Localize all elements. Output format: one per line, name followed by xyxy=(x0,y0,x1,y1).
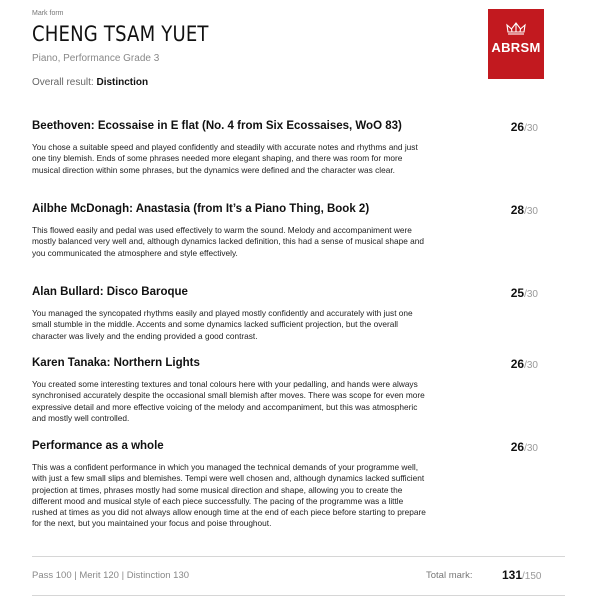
mark-form-header xyxy=(32,10,562,100)
piece-out-of: /30 xyxy=(524,289,538,300)
piece-title: Ailbhe McDonagh: Anastasia (from It’s a Piano Thing, Book 2) xyxy=(32,203,370,215)
total-mark-label: Total mark: xyxy=(426,570,473,581)
logo-text: ABRSM xyxy=(491,40,541,55)
piece-mark xyxy=(511,357,538,371)
performance-out-of: /30 xyxy=(524,443,538,454)
piece-out-of: /30 xyxy=(524,360,538,371)
performance-title: Performance as a whole xyxy=(32,440,164,452)
overall-result xyxy=(32,77,148,88)
piece-out-of: /30 xyxy=(524,123,538,134)
piece-comment: This flowed easily and pedal was used effectively to warm the sound. Melody and accompaniment were mostly balanced very well and, although dynamics lacked definition, this had a sense of musical shape and you communicated the atmosphere and style effectively. xyxy=(32,225,425,258)
piece-comment: You managed the syncopated rhythms easily and played mostly confidently and accurately with just one small stumble in the middle. Accents and some dynamics lacked sufficient projection, but the overall character was lively and the ending provided a good contrast. xyxy=(32,308,413,341)
piece-mark xyxy=(511,286,538,300)
footer xyxy=(32,568,565,584)
performance-mark xyxy=(511,440,538,454)
abrsm-logo xyxy=(488,9,544,79)
piece-score: 28 xyxy=(510,203,525,217)
piece-mark xyxy=(511,203,538,217)
piece-comment: You chose a suitable speed and played confidently and steadily with accurate notes and rhythms and just one tiny blemish. Ends of some phrases needed more elegant shaping, and there was room for more musical direction within some phrases, but the dynamics were defined and the character was clear. xyxy=(32,142,418,175)
exam-subject: Piano, Performance Grade 3 xyxy=(32,53,160,64)
performance-comment: This was a confident performance in which you managed the technical demands of your programme well, with just a few small slips and blemishes. Tempi were well chosen and, although dynamics lacked sufficient projection at times, phrases mostly had some musical direction and shape, allowing you to create the different mood and musical style of each piece successfully. The pacing of the programme was a little rushed at times as you did not always allow enough time at the end of each piece before starting to prepare for the next, but you maintained your focus and poise throughout. xyxy=(32,462,426,529)
piece-out-of: /30 xyxy=(524,206,538,217)
footer-divider-bottom xyxy=(32,595,565,596)
piece-score: 26 xyxy=(510,357,525,371)
piece-title: Beethoven: Ecossaise in E flat (No. 4 from Six Ecossaises, WoO 83) xyxy=(32,120,402,132)
piece-score: 26 xyxy=(510,120,525,134)
piece-comment: You created some interesting textures and tonal colours here with your pedalling, and hands were always synchronised accurately despite the occasional small blemish after moves. There was scope for even more expressive detail and more effective voicing of the melody and accompaniment, but this was atmospheric and mostly well controlled. xyxy=(32,379,425,423)
piece-mark xyxy=(511,120,538,134)
performance-score: 26 xyxy=(510,440,525,454)
total-out-of: /150 xyxy=(522,571,542,582)
candidate-name: CHENG TSAM YUET xyxy=(32,22,209,46)
overall-result-value: Distinction xyxy=(96,77,149,88)
overall-result-label: Overall result: xyxy=(32,77,94,88)
piece-score: 25 xyxy=(510,286,525,300)
grade-thresholds: Pass 100 | Merit 120 | Distinction 130 xyxy=(32,570,190,581)
crown-icon xyxy=(505,21,527,36)
piece-title: Karen Tanaka: Northern Lights xyxy=(32,357,200,369)
total-mark xyxy=(502,568,542,582)
piece-title: Alan Bullard: Disco Baroque xyxy=(32,286,188,298)
form-label: Mark form xyxy=(32,10,64,17)
footer-divider-top xyxy=(32,556,565,557)
total-score: 131 xyxy=(502,568,523,582)
